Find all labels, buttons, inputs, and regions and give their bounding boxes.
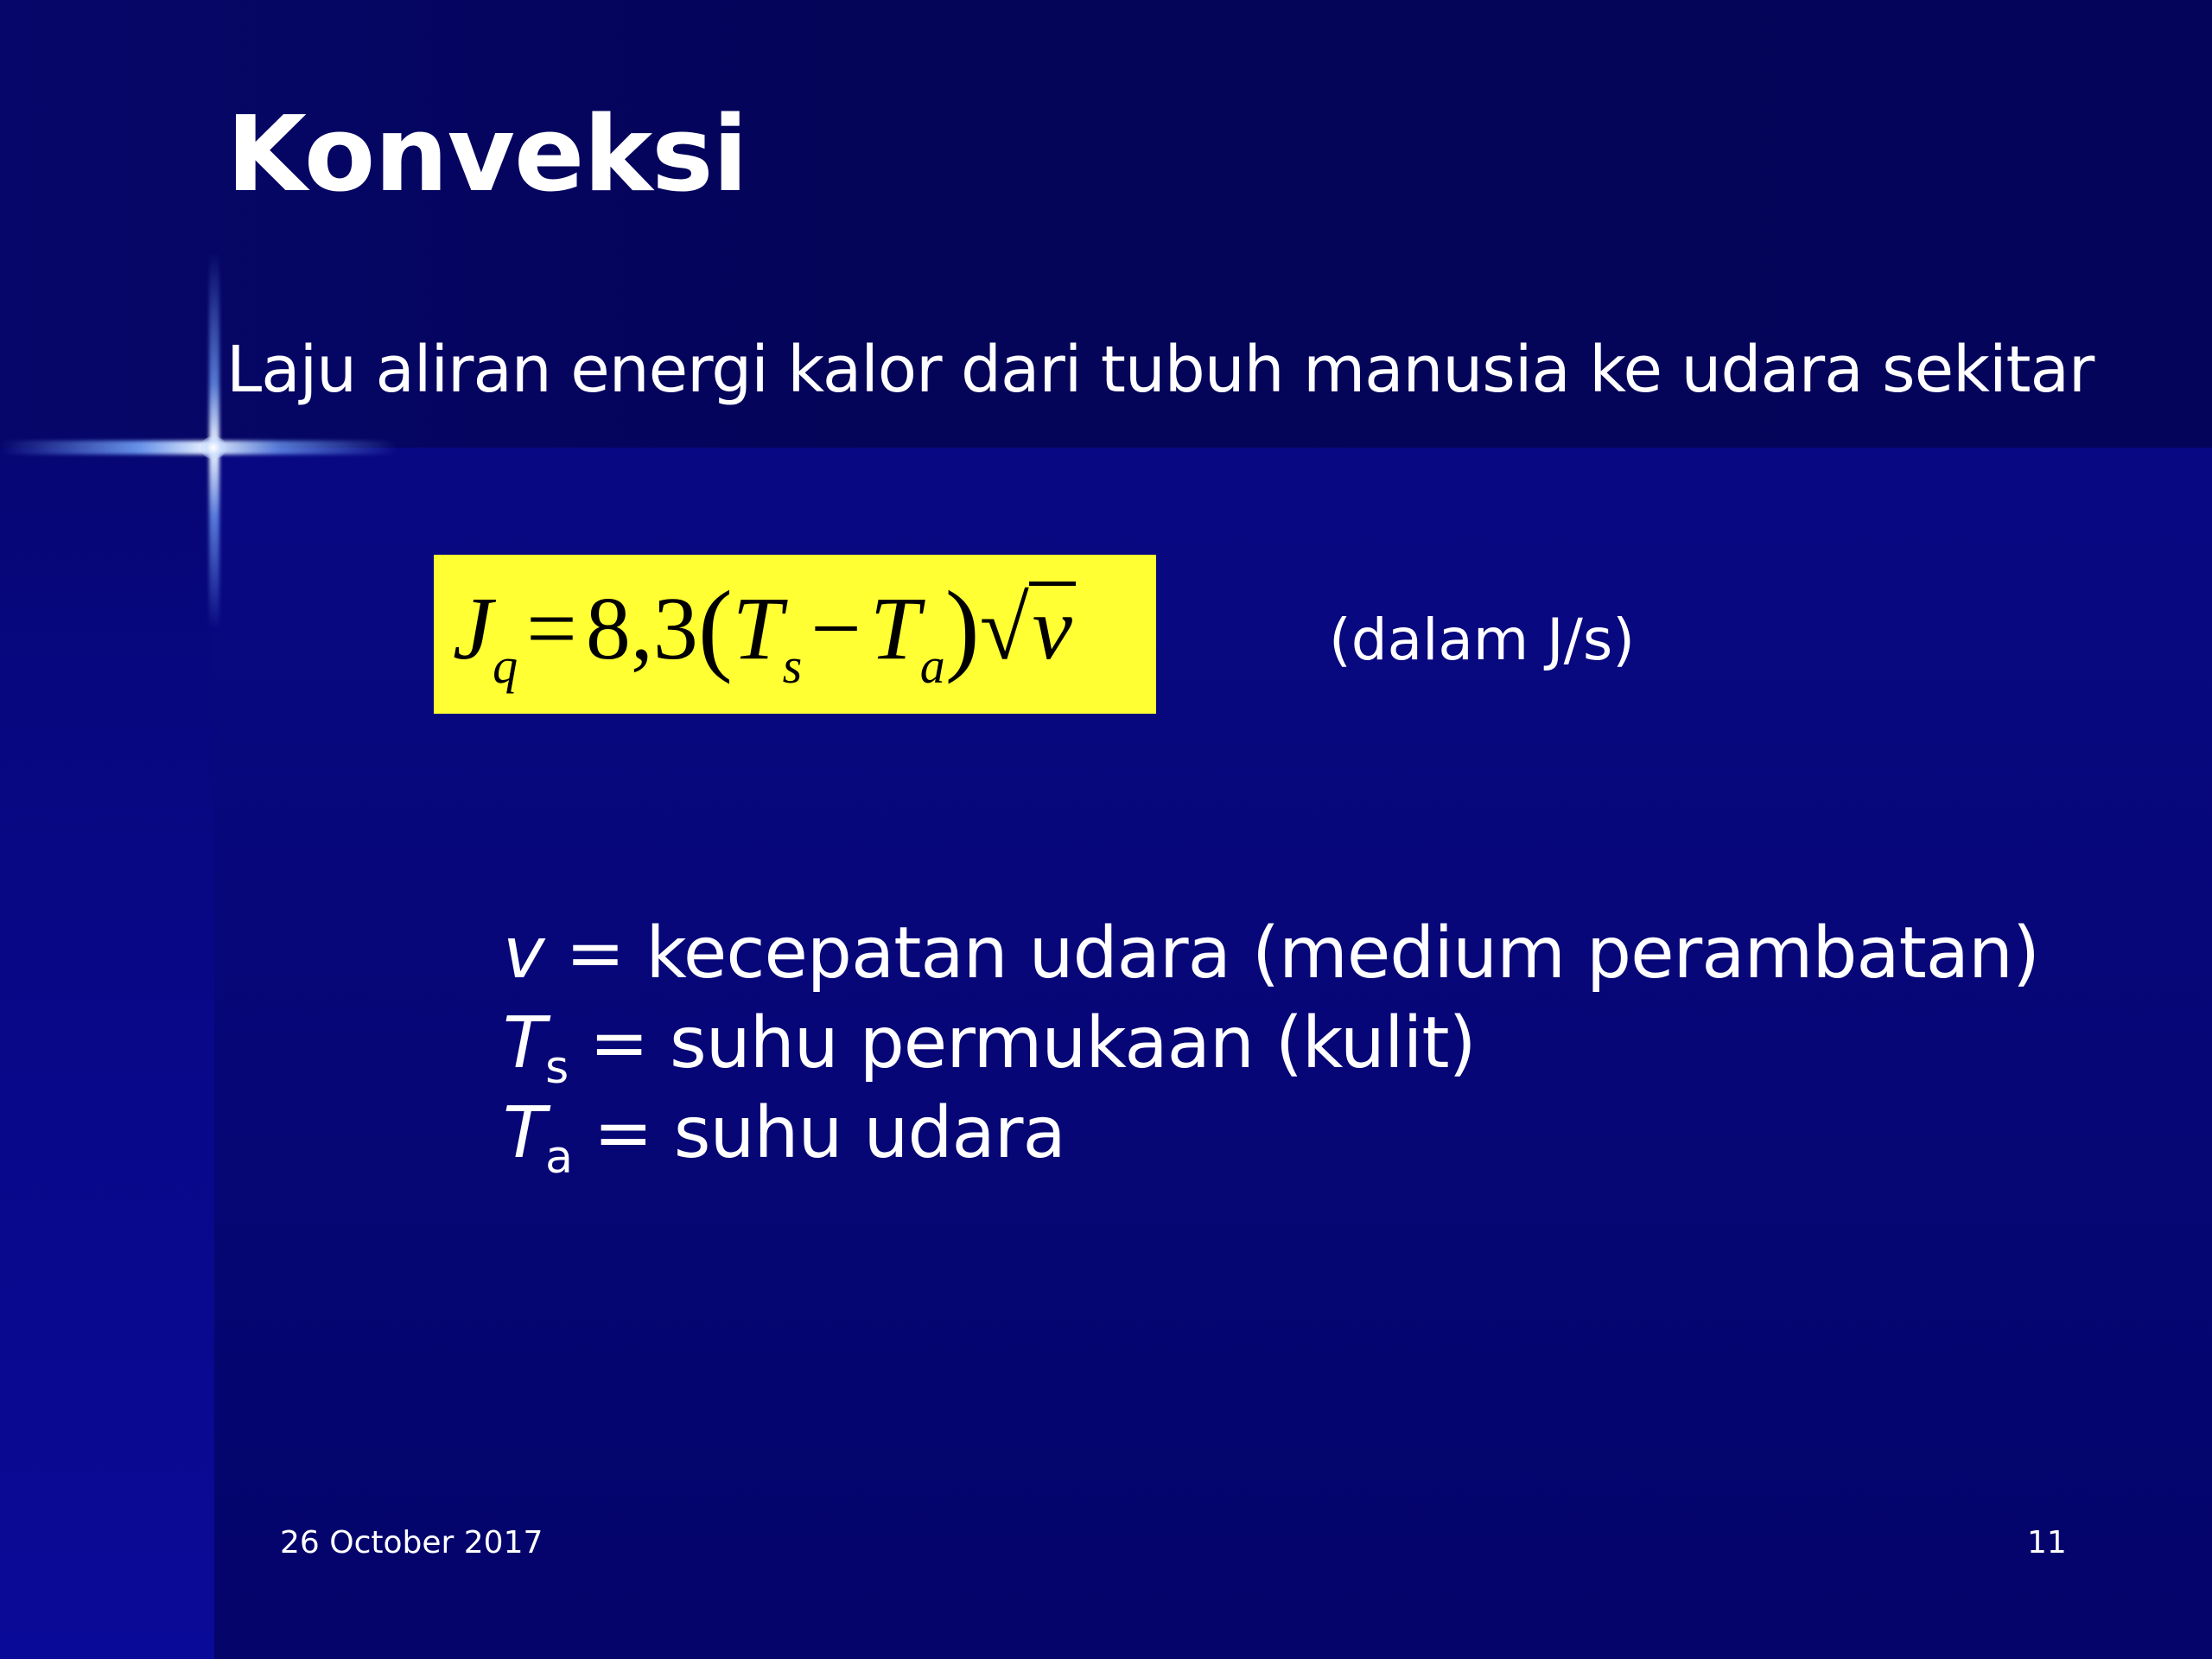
light-flare-center (200, 436, 226, 459)
formula-equals: = (526, 579, 577, 678)
formula-square-root (980, 577, 1076, 681)
definition-text: = kecepatan udara (medium perambatan) (543, 912, 2040, 995)
unit-note: (dalam J/s) (1329, 607, 1635, 673)
light-flare-horizontal (0, 441, 397, 454)
formula-term1-symbol: T (732, 579, 783, 678)
definition-line-ts (503, 999, 2039, 1094)
formula-term2-symbol: T (869, 579, 920, 678)
formula-open-paren: ( (697, 569, 733, 684)
definition-symbol: v (503, 912, 544, 995)
formula-term1-subscript: s (782, 638, 803, 694)
definition-symbol: T (503, 1092, 546, 1174)
formula-highlight-box (434, 555, 1156, 714)
slide-title: Konveksi (226, 95, 747, 215)
page-number: 11 (2027, 1525, 2067, 1560)
formula-minus: − (810, 579, 861, 678)
formula-lhs-symbol: J (453, 579, 493, 678)
footer-date: 26 October 2017 (280, 1525, 543, 1560)
convection-formula (453, 569, 1076, 694)
formula-lhs-subscript: q (493, 638, 518, 694)
formula-radical-sign: √ (979, 579, 1029, 678)
variable-definitions (503, 909, 2040, 1184)
formula-term2-subscript: a (919, 638, 945, 694)
formula-close-paren: ) (944, 569, 980, 684)
definition-symbol: T (503, 1002, 546, 1084)
definition-text: = suhu permukaan (kulit) (568, 1002, 1476, 1084)
definition-text: = suhu udara (571, 1092, 1065, 1174)
slide-subtitle: Laju aliran energi kalor dari tubuh manusia ke udara sekitar (226, 333, 2094, 407)
definition-line-v (503, 909, 2039, 999)
definition-subscript: s (545, 1042, 569, 1094)
definition-line-ta (503, 1089, 2039, 1184)
formula-radicand: v (1032, 579, 1072, 678)
formula-coefficient: 8,3 (585, 579, 698, 678)
definition-subscript: a (545, 1132, 572, 1184)
